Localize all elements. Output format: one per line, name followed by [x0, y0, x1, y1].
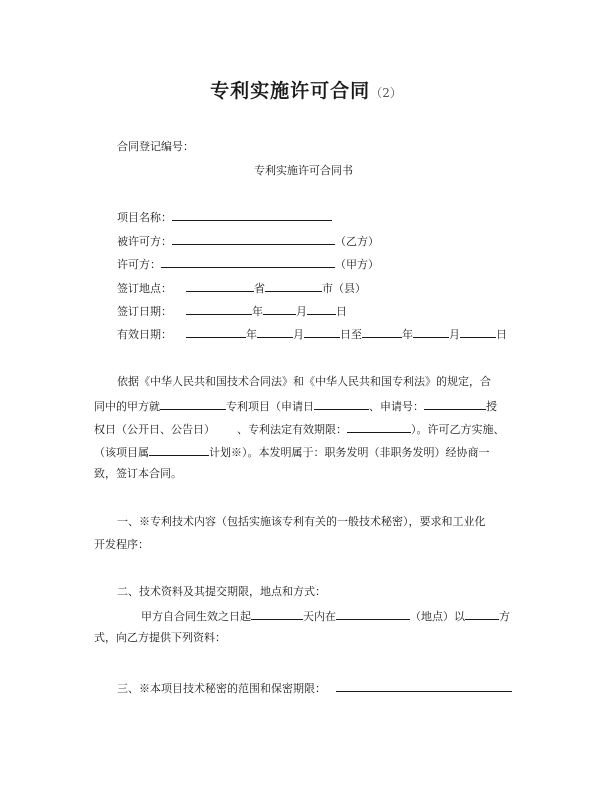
blank-valid-month1[interactable] [257, 326, 293, 338]
blank-apply-no[interactable] [424, 398, 486, 410]
sec2-text: 甲方自合同生效之日起 [141, 610, 251, 623]
blank-sign-month[interactable] [263, 303, 296, 315]
para1-line2 [94, 398, 497, 414]
blank-method[interactable] [465, 608, 499, 620]
label-day-to: 日至 [340, 328, 362, 341]
field-sign-date [117, 303, 347, 319]
para1-text: ）。许可乙方实施、 [411, 423, 505, 436]
field-valid-date [117, 326, 507, 342]
label-month: 月 [296, 305, 307, 318]
blank-apply-date[interactable] [314, 398, 369, 410]
sec2-line2: 式，向乙方提供下列资料： [94, 631, 226, 644]
sec2-text: 方 [499, 610, 510, 623]
field-licensee [117, 233, 379, 249]
label-year: 年 [252, 305, 263, 318]
licensor-suffix: （甲方） [335, 258, 379, 271]
para1-text: 权日（公开日、公告日） [94, 423, 215, 436]
sec2-line1 [141, 608, 510, 624]
label-province: 省 [254, 282, 265, 295]
para1-text: 同中的甲方就 [94, 400, 160, 413]
label-month: 月 [293, 328, 304, 341]
label-licensor: 许可方： [117, 258, 161, 271]
para1-text: 授 [486, 400, 497, 413]
label-year: 年 [402, 328, 413, 341]
sec3-line [117, 680, 512, 696]
blank-valid-year1[interactable] [186, 326, 246, 338]
blank-sign-day[interactable] [307, 303, 336, 315]
para1-line1: 依据《中华人民共和国技术合同法》和《中华人民共和国专利法》的规定，合 [117, 375, 491, 388]
label-day: 日 [496, 328, 507, 341]
label-valid-date: 有效日期： [117, 328, 172, 341]
licensee-suffix: （乙方） [335, 235, 379, 248]
sec2-text: （地点）以 [410, 610, 465, 623]
label-project-name: 项目名称： [117, 211, 172, 224]
title-main: 专利实施许可合同 [210, 80, 371, 102]
label-place: 签订地点： [117, 282, 172, 295]
sec2-title: 二、技术资料及其提交期限，地点和方式： [117, 585, 326, 598]
blank-secret-scope[interactable] [336, 680, 512, 692]
blank-project[interactable] [160, 398, 226, 410]
label-licensee: 被许可方： [117, 235, 172, 248]
blank-licensor[interactable] [161, 256, 335, 268]
para1-line5: 致，签订本合同。 [94, 467, 182, 480]
blank-valid-day2[interactable] [460, 326, 496, 338]
para1-text: （该项目属 [94, 446, 149, 459]
field-place [117, 280, 366, 296]
blank-project-name[interactable] [172, 209, 332, 221]
blank-plan[interactable] [149, 444, 209, 456]
blank-city[interactable] [265, 280, 322, 292]
blank-valid-day1[interactable] [304, 326, 340, 338]
field-licensor [117, 256, 379, 272]
field-project-name [117, 209, 332, 225]
para1-text: 专利项目（申请日 [226, 400, 314, 413]
label-year: 年 [246, 328, 257, 341]
document-title [0, 76, 612, 103]
blank-location[interactable] [336, 608, 410, 620]
blank-valid-year2[interactable] [362, 326, 402, 338]
reg-no-label: 合同登记编号： [117, 140, 194, 153]
label-sign-date: 签订日期： [117, 305, 172, 318]
blank-province[interactable] [186, 280, 254, 292]
blank-valid-month2[interactable] [413, 326, 449, 338]
blank-licensee[interactable] [172, 233, 335, 245]
para1-text: 、申请号： [369, 400, 424, 413]
label-month: 月 [449, 328, 460, 341]
blank-valid-term[interactable] [347, 421, 411, 433]
book-title: 专利实施许可合同书 [254, 164, 353, 177]
para1-line4 [94, 444, 490, 460]
title-sub: （2） [370, 86, 402, 100]
label-day: 日 [336, 305, 347, 318]
sec1-line2: 开发程序： [94, 538, 149, 551]
blank-sign-year[interactable] [186, 303, 252, 315]
para1-line3 [94, 421, 505, 437]
sec1-line1: 一、※专利技术内容（包括实施该专利有关的一般技术秘密），要求和工业化 [117, 515, 486, 528]
sec3-title: 三、※本项目技术秘密的范围和保密期限： [117, 682, 326, 695]
para1-text: 、专利法定有效期限： [237, 423, 347, 436]
blank-days[interactable] [251, 608, 303, 620]
sec2-text: 天内在 [303, 610, 336, 623]
label-city: 市（县） [322, 282, 366, 295]
para1-text: 计划※）。本发明属于：职务发明（非职务发明）经协商一 [209, 446, 490, 459]
